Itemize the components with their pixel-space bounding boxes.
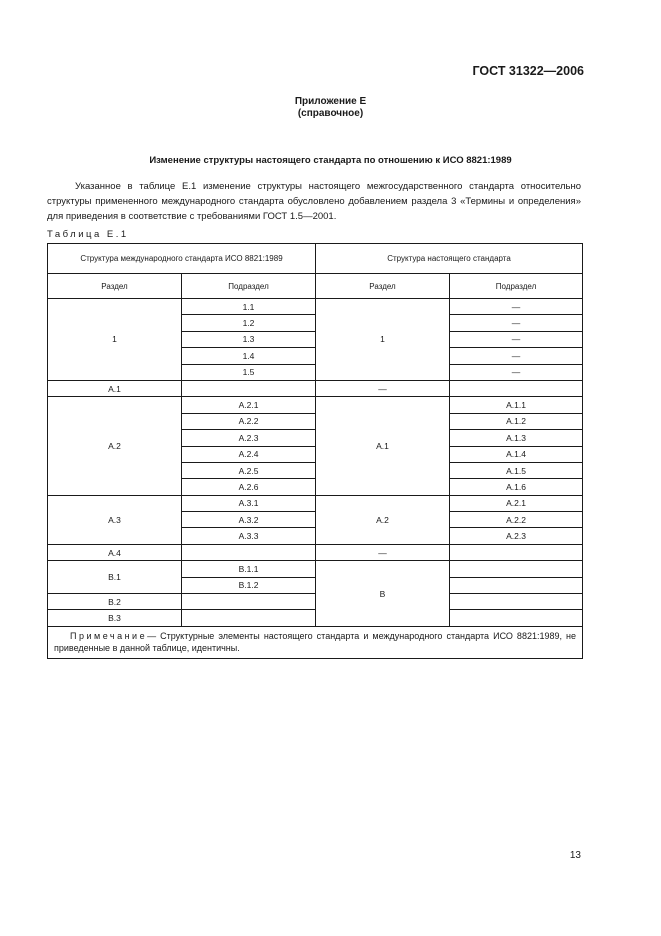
cell-iso-subsection xyxy=(182,610,316,626)
appendix-title: Приложение Е xyxy=(294,96,367,107)
cell-iso-subsection: 1.5 xyxy=(182,364,316,380)
cell-iso-subsection: 1.2 xyxy=(182,315,316,331)
cell-iso-section: В.3 xyxy=(48,610,182,626)
cell-gost-subsection: — xyxy=(450,331,583,347)
cell-iso-subsection: А.3.2 xyxy=(182,512,316,528)
note-text: — Структурные элементы настоящего стандарта и международного стандарта ИСО 8821:1989, не приведенные в данной таблице, идентичны. xyxy=(54,630,577,654)
table-group-header-row xyxy=(48,244,583,274)
cell-iso-subsection: А.2.2 xyxy=(182,413,316,429)
cell-gost-subsection: А.1.2 xyxy=(450,413,583,429)
cell-iso-subsection: 1.1 xyxy=(182,299,316,315)
intro-paragraph: Указанное в таблице Е.1 изменение структуры настоящего межгосударственного стандарта относительно структуры примененного международного стандарта обусловлено добавлением раздела 3 «Термины и определения» для приведения в соответствие с требованиями ГОСТ 1.5—2001. xyxy=(47,181,581,222)
table-note xyxy=(48,626,583,658)
table-row xyxy=(48,561,583,577)
table-caption: Таблица Е.1 xyxy=(47,229,129,240)
cell-iso-subsection: 1.3 xyxy=(182,331,316,347)
cell-gost-section: — xyxy=(316,380,450,396)
group-header-iso: Структура международного стандарта ИСО 8821:1989 xyxy=(48,244,316,274)
cell-iso-subsection xyxy=(182,544,316,560)
cell-gost-subsection: А.1.5 xyxy=(450,462,583,478)
group-header-gost: Структура настоящего стандарта xyxy=(316,244,583,274)
cell-gost-subsection: А.1.3 xyxy=(450,430,583,446)
cell-gost-subsection xyxy=(450,380,583,396)
table-row xyxy=(48,594,583,610)
table-row xyxy=(48,299,583,315)
table-row xyxy=(48,544,583,560)
cell-iso-subsection xyxy=(182,594,316,610)
cell-gost-subsection: А.1.6 xyxy=(450,479,583,495)
cell-gost-section: — xyxy=(316,544,450,560)
col-header-iso-section: Раздел xyxy=(48,274,182,299)
table-row xyxy=(48,495,583,511)
cell-gost-subsection xyxy=(450,610,583,626)
cell-gost-section: В xyxy=(316,561,450,627)
cell-iso-subsection: В.1.1 xyxy=(182,561,316,577)
cell-iso-subsection: А.2.5 xyxy=(182,462,316,478)
col-header-gost-subsection: Подраздел xyxy=(450,274,583,299)
cell-iso-section: А.3 xyxy=(48,495,182,544)
cell-iso-section: А.2 xyxy=(48,397,182,495)
cell-iso-subsection: В.1.2 xyxy=(182,577,316,593)
section-heading: Изменение структуры настоящего стандарта по отношению к ИСО 8821:1989 xyxy=(149,155,512,166)
col-header-gost-section: Раздел xyxy=(316,274,450,299)
cell-iso-subsection: А.3.1 xyxy=(182,495,316,511)
appendix-subtitle: (справочное) xyxy=(297,108,364,119)
cell-gost-subsection: А.2.1 xyxy=(450,495,583,511)
cell-gost-subsection: — xyxy=(450,299,583,315)
cell-gost-subsection xyxy=(450,594,583,610)
cell-iso-subsection: А.2.4 xyxy=(182,446,316,462)
cell-iso-subsection: А.2.1 xyxy=(182,397,316,413)
page-number: 13 xyxy=(569,850,581,861)
standard-number: ГОСТ 31322—2006 xyxy=(472,64,584,78)
note-label: Примечание xyxy=(70,630,148,641)
cell-iso-subsection: А.2.3 xyxy=(182,430,316,446)
cell-iso-section: А.4 xyxy=(48,544,182,560)
cell-gost-subsection: — xyxy=(450,364,583,380)
cell-iso-subsection xyxy=(182,380,316,396)
cell-gost-section: А.2 xyxy=(316,495,450,544)
cell-iso-section: В.2 xyxy=(48,594,182,610)
cell-gost-subsection: А.2.2 xyxy=(450,512,583,528)
cell-gost-subsection: А.1.1 xyxy=(450,397,583,413)
cell-gost-subsection: А.1.4 xyxy=(450,446,583,462)
cell-gost-subsection: — xyxy=(450,315,583,331)
cell-iso-subsection: А.2.6 xyxy=(182,479,316,495)
cell-gost-subsection xyxy=(450,544,583,560)
cell-iso-section: В.1 xyxy=(48,561,182,594)
cell-iso-section: А.1 xyxy=(48,380,182,396)
table-row xyxy=(48,397,583,413)
table-column-header-row xyxy=(48,274,583,299)
cell-gost-section: А.1 xyxy=(316,397,450,495)
table-row xyxy=(48,610,583,626)
table-row xyxy=(48,380,583,396)
cell-iso-section: 1 xyxy=(48,299,182,381)
cell-gost-section: 1 xyxy=(316,299,450,381)
structure-table xyxy=(47,243,583,659)
cell-gost-subsection: — xyxy=(450,348,583,364)
cell-iso-subsection: А.3.3 xyxy=(182,528,316,544)
cell-gost-subsection xyxy=(450,577,583,593)
cell-gost-subsection: А.2.3 xyxy=(450,528,583,544)
cell-iso-subsection: 1.4 xyxy=(182,348,316,364)
col-header-iso-subsection: Подраздел xyxy=(182,274,316,299)
cell-gost-subsection xyxy=(450,561,583,577)
table-note-row xyxy=(48,626,583,658)
